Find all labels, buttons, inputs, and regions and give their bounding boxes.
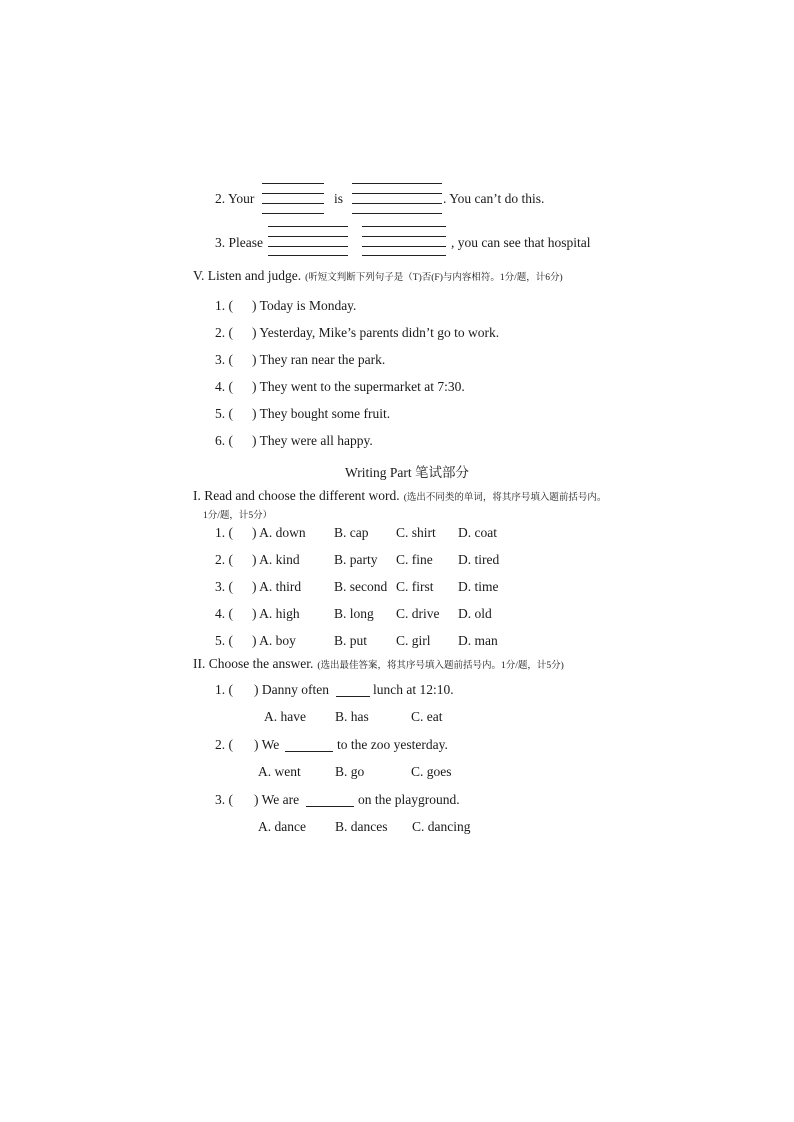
- answer-line: [268, 246, 348, 247]
- option-c: C. eat: [411, 709, 443, 724]
- option-b: B. second: [334, 579, 388, 594]
- paren-close: ): [252, 352, 257, 367]
- sectionII-heading: [193, 655, 564, 673]
- item-number: 1. (: [215, 298, 233, 313]
- option-c: C. shirt: [396, 525, 436, 540]
- item-text: Yesterday, Mike’s parents didn’t go to work.: [259, 325, 500, 340]
- answer-line: [352, 183, 442, 184]
- section5-heading: [193, 267, 563, 285]
- item-number: 3. (: [215, 579, 233, 594]
- question-text: ) We: [254, 737, 280, 752]
- item-text: They bought some fruit.: [259, 406, 391, 421]
- item-text: They went to the supermarket at 7:30.: [259, 379, 465, 394]
- list-item: [215, 433, 373, 449]
- option-c: C. goes: [411, 764, 452, 779]
- question-text: lunch at 12:10.: [373, 682, 454, 697]
- section5-title: V. Listen and judge.: [193, 268, 302, 283]
- option-d: D. coat: [458, 525, 497, 540]
- option-c: C. girl: [396, 633, 431, 648]
- item-number: 3. (: [215, 792, 233, 807]
- answer-line: [268, 226, 348, 227]
- q3-tail: , you can see that hospital: [451, 235, 591, 250]
- option-c: C. drive: [396, 606, 440, 621]
- item-number: 2. (: [215, 552, 233, 567]
- answer-line: [362, 226, 446, 227]
- option-b: B. dances: [335, 819, 388, 834]
- section5-note: (听短文判断下列句子是（T)否(F)与内容相符。1分/题，计6分): [305, 273, 563, 283]
- option-a: A. went: [258, 764, 301, 779]
- answer-line: [352, 193, 442, 194]
- sectionII-title: II. Choose the answer.: [193, 656, 314, 671]
- answer-line: [268, 255, 348, 256]
- item-number: 4. (: [215, 379, 233, 394]
- item-number: 5. (: [215, 406, 233, 421]
- item-number: 2. (: [215, 325, 233, 340]
- answer-line: [362, 246, 446, 247]
- option-b: B. put: [334, 633, 368, 648]
- question-text: on the playground.: [358, 792, 460, 807]
- q2-tail: . You can’t do this.: [443, 191, 545, 206]
- blank-line: [306, 806, 354, 807]
- item-number: 1. (: [215, 525, 233, 540]
- option-b: B. go: [335, 764, 365, 779]
- item-number: 5. (: [215, 633, 233, 648]
- paren-close: ): [252, 379, 257, 394]
- option-b: B. long: [334, 606, 374, 621]
- question-text: ) Danny often: [254, 682, 329, 697]
- paren-close: ): [252, 433, 257, 448]
- answer-line: [262, 183, 324, 184]
- blank-line: [336, 696, 370, 697]
- option-a: ) A. third: [252, 579, 302, 594]
- list-item: [215, 325, 499, 341]
- item-number: 1. (: [215, 682, 233, 697]
- list-item: [215, 406, 390, 422]
- answer-line: [262, 213, 324, 214]
- writing-part-title: Writing Part 笔试部分: [345, 465, 469, 480]
- item-text: They were all happy.: [259, 433, 373, 448]
- option-a: A. have: [264, 709, 306, 724]
- option-b: B. has: [335, 709, 369, 724]
- question-text: ) We are: [254, 792, 300, 807]
- question-text: to the zoo yesterday.: [337, 737, 448, 752]
- option-c: C. first: [396, 579, 434, 594]
- item-text: They ran near the park.: [259, 352, 386, 367]
- option-c: C. dancing: [412, 819, 471, 834]
- item-number: 4. (: [215, 606, 233, 621]
- list-item: [215, 352, 385, 368]
- blank-line: [285, 751, 333, 752]
- answer-line: [362, 255, 446, 256]
- option-b: B. cap: [334, 525, 369, 540]
- q2-is: is: [334, 191, 344, 206]
- item-text: Today is Monday.: [259, 298, 357, 313]
- option-d: D. old: [458, 606, 492, 621]
- answer-line: [268, 236, 348, 237]
- option-a: ) A. down: [252, 525, 306, 540]
- option-a: ) A. boy: [252, 633, 296, 648]
- sectionII-note: (选出最佳答案，将其序号填入题前括号内。1分/题，计5分): [317, 661, 564, 671]
- paren-close: ): [252, 406, 257, 421]
- q3-prefix: 3. Please: [215, 235, 263, 250]
- answer-line: [352, 213, 442, 214]
- answer-line: [362, 236, 446, 237]
- paren-close: ): [252, 298, 257, 313]
- sectionI-note: (选出不同类的单词，将其序号填入题前括号内。: [403, 493, 607, 503]
- item-number: 2. (: [215, 737, 233, 752]
- item-number: 6. (: [215, 433, 233, 448]
- answer-line: [262, 203, 324, 204]
- paren-close: ): [252, 325, 257, 340]
- q2-prefix: 2. Your: [215, 191, 255, 206]
- option-a: ) A. kind: [252, 552, 300, 567]
- option-c: C. fine: [396, 552, 433, 567]
- option-d: D. time: [458, 579, 499, 594]
- option-a: A. dance: [258, 819, 306, 834]
- list-item: [215, 379, 465, 395]
- answer-line: [352, 203, 442, 204]
- list-item: [215, 298, 356, 314]
- sectionI-title: I. Read and choose the different word.: [193, 488, 400, 503]
- option-a: ) A. high: [252, 606, 300, 621]
- sectionI-note-2: 1分/题，计5分）: [203, 511, 273, 521]
- option-d: D. tired: [458, 552, 500, 567]
- option-d: D. man: [458, 633, 498, 648]
- answer-line: [262, 193, 324, 194]
- sectionI-heading: [193, 487, 606, 505]
- item-number: 3. (: [215, 352, 233, 367]
- option-b: B. party: [334, 552, 378, 567]
